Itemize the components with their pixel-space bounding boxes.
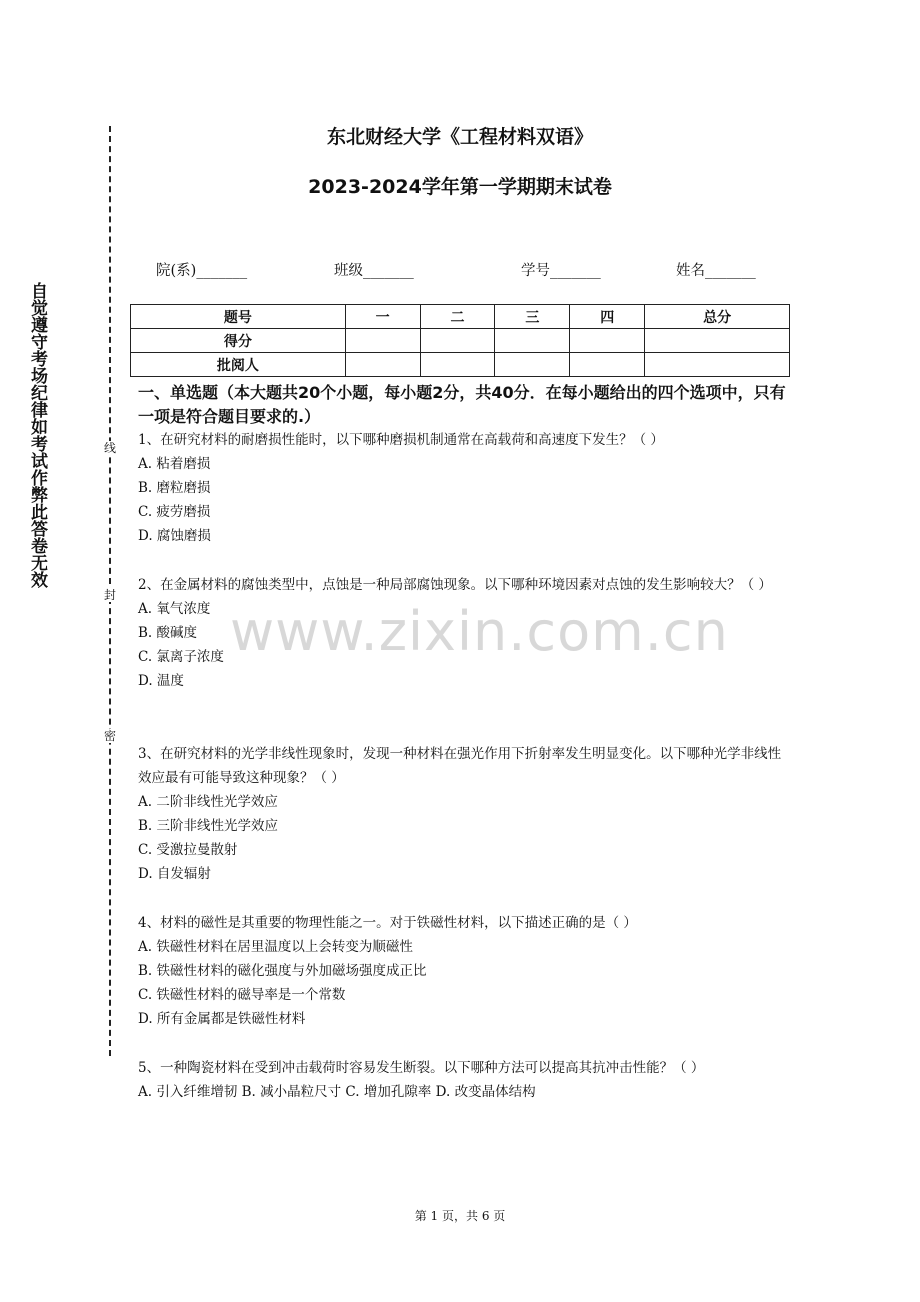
option-c: C. 铁磁性材料的磁导率是一个常数 (138, 987, 346, 1003)
table-cell: 三 (495, 305, 570, 329)
table-cell: 总分 (645, 305, 790, 329)
table-cell: 题号 (131, 305, 346, 329)
option-b: B. 酸碱度 (138, 625, 198, 641)
question-stem: 4、材料的磁性是其重要的物理性能之一。对于铁磁性材料，以下描述正确的是（ ） (138, 915, 637, 931)
info-name: 姓名_______ (676, 263, 756, 279)
question-stem: 2、在金属材料的腐蚀类型中，点蚀是一种局部腐蚀现象。以下哪种环境因素对点蚀的发生影响较大？（ ） (138, 577, 772, 593)
cut-mark-feng: 封 (103, 588, 116, 602)
option-d: D. 腐蚀磨损 (138, 528, 211, 544)
info-class: 班级_______ (334, 263, 414, 279)
question-stem: 1、在研究材料的耐磨损性能时，以下哪种磨损机制通常在高载荷和高速度下发生？（ ） (138, 432, 664, 448)
option-a: A. 二阶非线性光学效应 (138, 794, 278, 810)
option-c: C. 受激拉曼散射 (138, 842, 238, 858)
table-cell (495, 353, 570, 377)
score-table (130, 304, 790, 377)
score-table-header (131, 305, 790, 329)
question-4 (138, 911, 788, 1031)
option-a: A. 粘着磨损 (138, 456, 211, 472)
option-b: B. 三阶非线性光学效应 (138, 818, 279, 834)
table-cell (645, 353, 790, 377)
cut-mark-xian: 线 (103, 441, 116, 455)
table-cell (645, 329, 790, 353)
exam-subtitle: 2023-2024学年第一学期期末试卷 (308, 176, 612, 198)
option-c: C. 疲劳磨损 (138, 504, 211, 520)
option-d: D. 所有金属都是铁磁性材料 (138, 1011, 306, 1027)
option-c: C. 氯离子浓度 (138, 649, 224, 665)
question-1 (138, 428, 788, 548)
options-inline: A. 引入纤维增韧 B. 减小晶粒尺寸 C. 增加孔隙率 D. 改变晶体结构 (138, 1084, 536, 1100)
table-cell (420, 353, 495, 377)
option-d: D. 温度 (138, 673, 184, 689)
question-2 (138, 573, 788, 693)
option-d: D. 自发辐射 (138, 866, 211, 882)
table-cell (495, 329, 570, 353)
info-student-id: 学号_______ (521, 263, 601, 279)
table-cell: 二 (420, 305, 495, 329)
table-cell (420, 329, 495, 353)
exam-discipline-notice: 自觉遵守考场纪律如考试作弊此答卷无效 (27, 282, 47, 588)
watermark: www.zixin.com.cn (230, 600, 729, 663)
question-stem: 5、一种陶瓷材料在受到冲击载荷时容易发生断裂。以下哪种方法可以提高其抗冲击性能？（ ） (138, 1060, 705, 1076)
info-department: 院(系)_______ (156, 263, 248, 279)
option-a: A. 铁磁性材料在居里温度以上会转变为顺磁性 (138, 939, 413, 955)
cut-mark-mi: 密 (103, 729, 116, 743)
table-cell (345, 353, 420, 377)
exam-title: 东北财经大学《工程材料双语》 (326, 126, 593, 148)
table-cell (345, 329, 420, 353)
section-heading: 一、单选题（本大题共20个小题，每小题2分，共40分．在每小题给出的四个选项中，只有一项是符合题目要求的.） (138, 383, 786, 426)
table-cell: 一 (345, 305, 420, 329)
option-a: A. 氧气浓度 (138, 601, 211, 617)
table-row (131, 329, 790, 353)
option-b: B. 磨粒磨损 (138, 480, 211, 496)
option-b: B. 铁磁性材料的磁化强度与外加磁场强度成正比 (138, 963, 427, 979)
table-cell (570, 329, 645, 353)
table-cell: 得分 (131, 329, 346, 353)
question-stem: 3、在研究材料的光学非线性现象时，发现一种材料在强光作用下折射率发生明显变化。以下哪种光学非线性效应最有可能导致这种现象？（ ） (138, 746, 782, 786)
table-cell: 批阅人 (131, 353, 346, 377)
question-5 (138, 1056, 788, 1104)
table-cell (570, 353, 645, 377)
table-cell: 四 (570, 305, 645, 329)
table-row (131, 353, 790, 377)
question-3 (138, 742, 788, 886)
page-number: 第 1 页，共 6 页 (414, 1209, 506, 1223)
